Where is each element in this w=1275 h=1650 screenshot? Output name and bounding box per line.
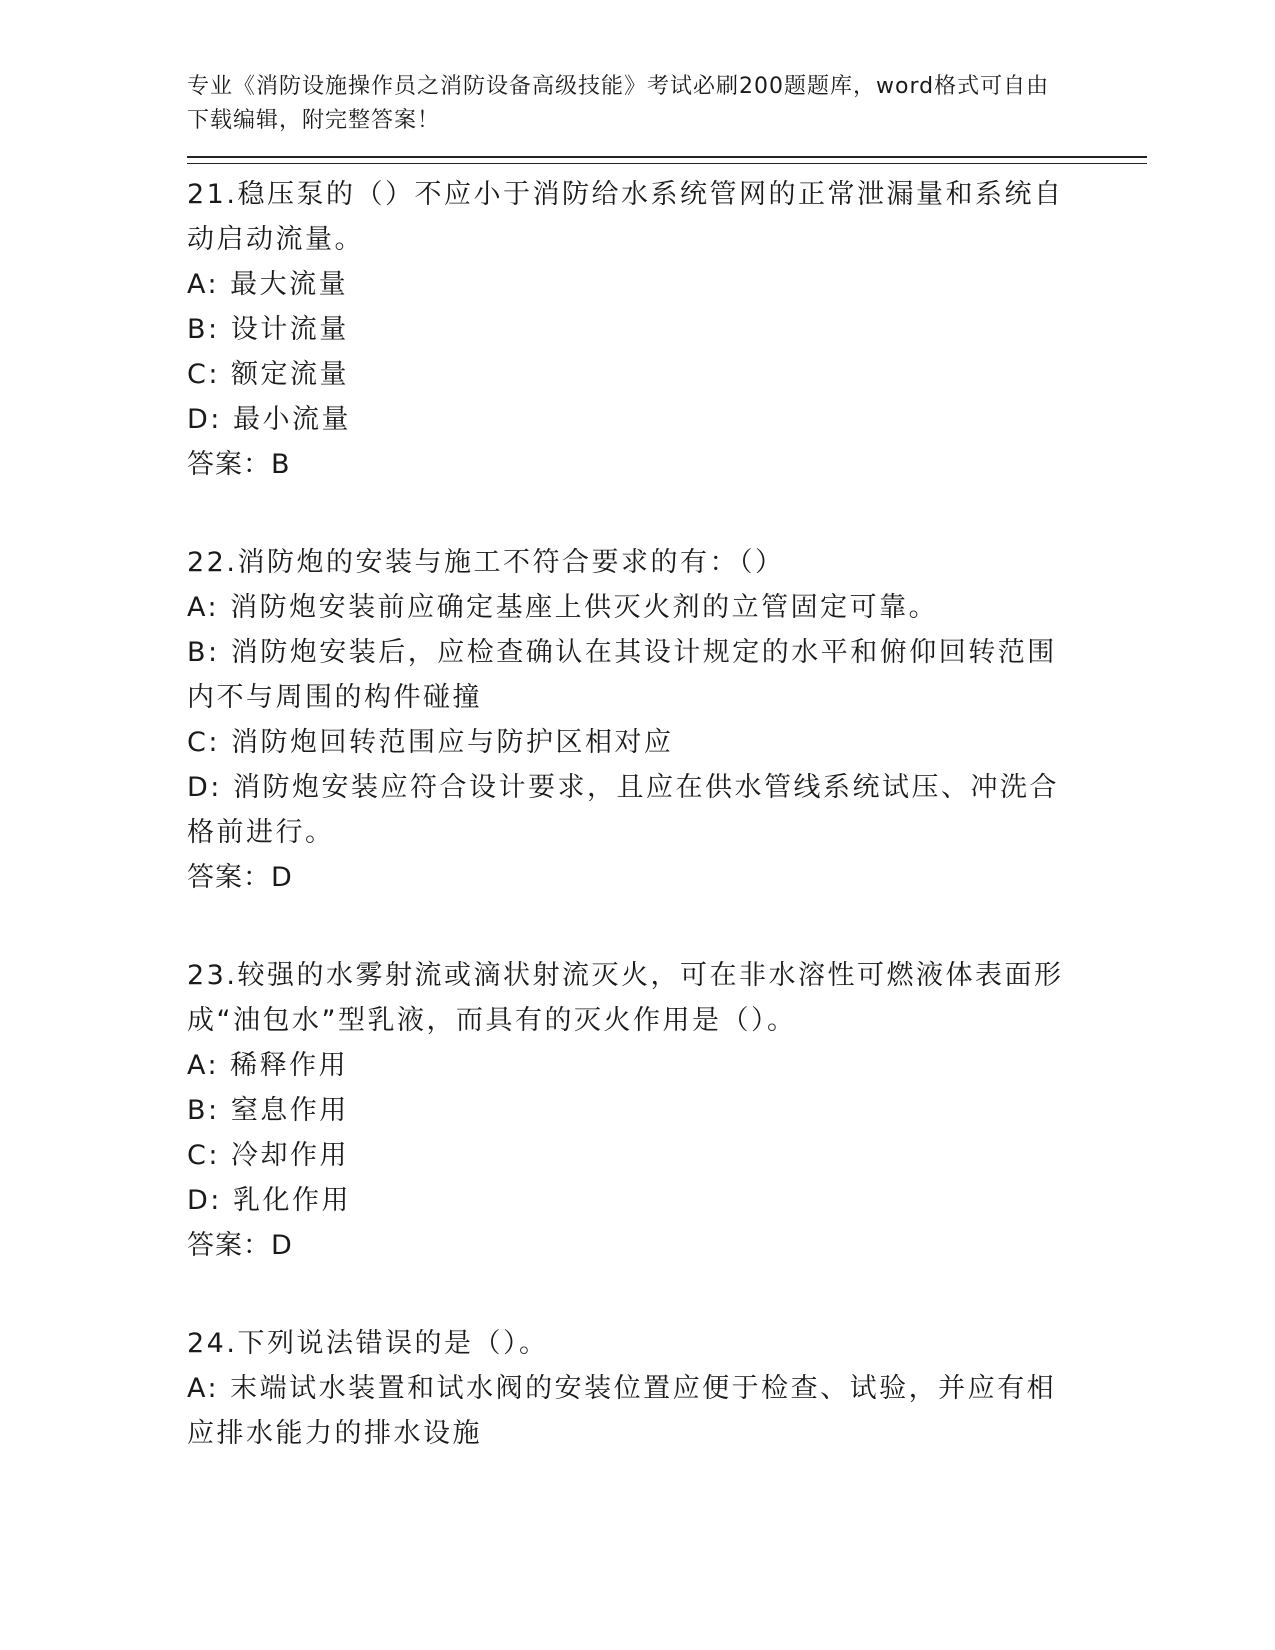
answer-line: 答案：D — [187, 1230, 293, 1261]
question-stem: 22.消防炮的安装与施工不符合要求的有：（） — [187, 547, 785, 578]
spacer — [187, 487, 1147, 532]
spacer — [187, 1268, 1147, 1313]
option-d: D: 最小流量 — [187, 404, 351, 435]
option-c: C: 额定流量 — [187, 359, 350, 390]
option-a: A: 末端试水装置和试水阀的安装位置应便于检查、试验，并应有相应排水能力的排水设施 — [187, 1373, 1057, 1449]
option-b: B: 消防炮安装后，应检查确认在其设计规定的水平和俯仰回转范围内不与周围的构件碰撞 — [187, 637, 1057, 713]
option-d: D: 乳化作用 — [187, 1185, 351, 1216]
option-a: A: 消防炮安装前应确定基座上供灭火剂的立管固定可靠。 — [187, 592, 939, 623]
option-d: D: 消防炮安装应符合设计要求，且应在供水管线系统试压、冲洗合格前进行。 — [187, 772, 1059, 848]
option-b: B: 设计流量 — [187, 314, 349, 345]
document-header: 专业《消防设施操作员之消防设备高级技能》考试必刷200题题库，word格式可自由下载编辑，附完整答案！ — [187, 74, 1050, 133]
option-a: A: 稀释作用 — [187, 1050, 349, 1081]
question-stem: 24.下列说法错误的是（）。 — [187, 1328, 549, 1359]
answer-line: 答案：D — [187, 862, 293, 893]
option-a: A: 最大流量 — [187, 269, 349, 300]
header-divider — [187, 156, 1147, 164]
question-23 — [187, 953, 1147, 1268]
option-c: C: 冷却作用 — [187, 1140, 350, 1171]
question-21 — [187, 172, 1147, 487]
answer-line: 答案：B — [187, 449, 291, 480]
spacer — [187, 900, 1147, 945]
question-22 — [187, 540, 1147, 900]
question-stem: 23.较强的水雾射流或滴状射流灭火，可在非水溶性可燃液体表面形成“油包水”型乳液，而具有的灭火作用是（）。 — [187, 960, 1064, 1036]
option-c: C: 消防炮回转范围应与防护区相对应 — [187, 727, 674, 758]
question-24 — [187, 1321, 1147, 1456]
question-stem: 21.稳压泵的（）不应小于消防给水系统管网的正常泄漏量和系统自动启动流量。 — [187, 179, 1064, 255]
document-page — [187, 70, 1147, 1456]
option-b: B: 窒息作用 — [187, 1095, 349, 1126]
